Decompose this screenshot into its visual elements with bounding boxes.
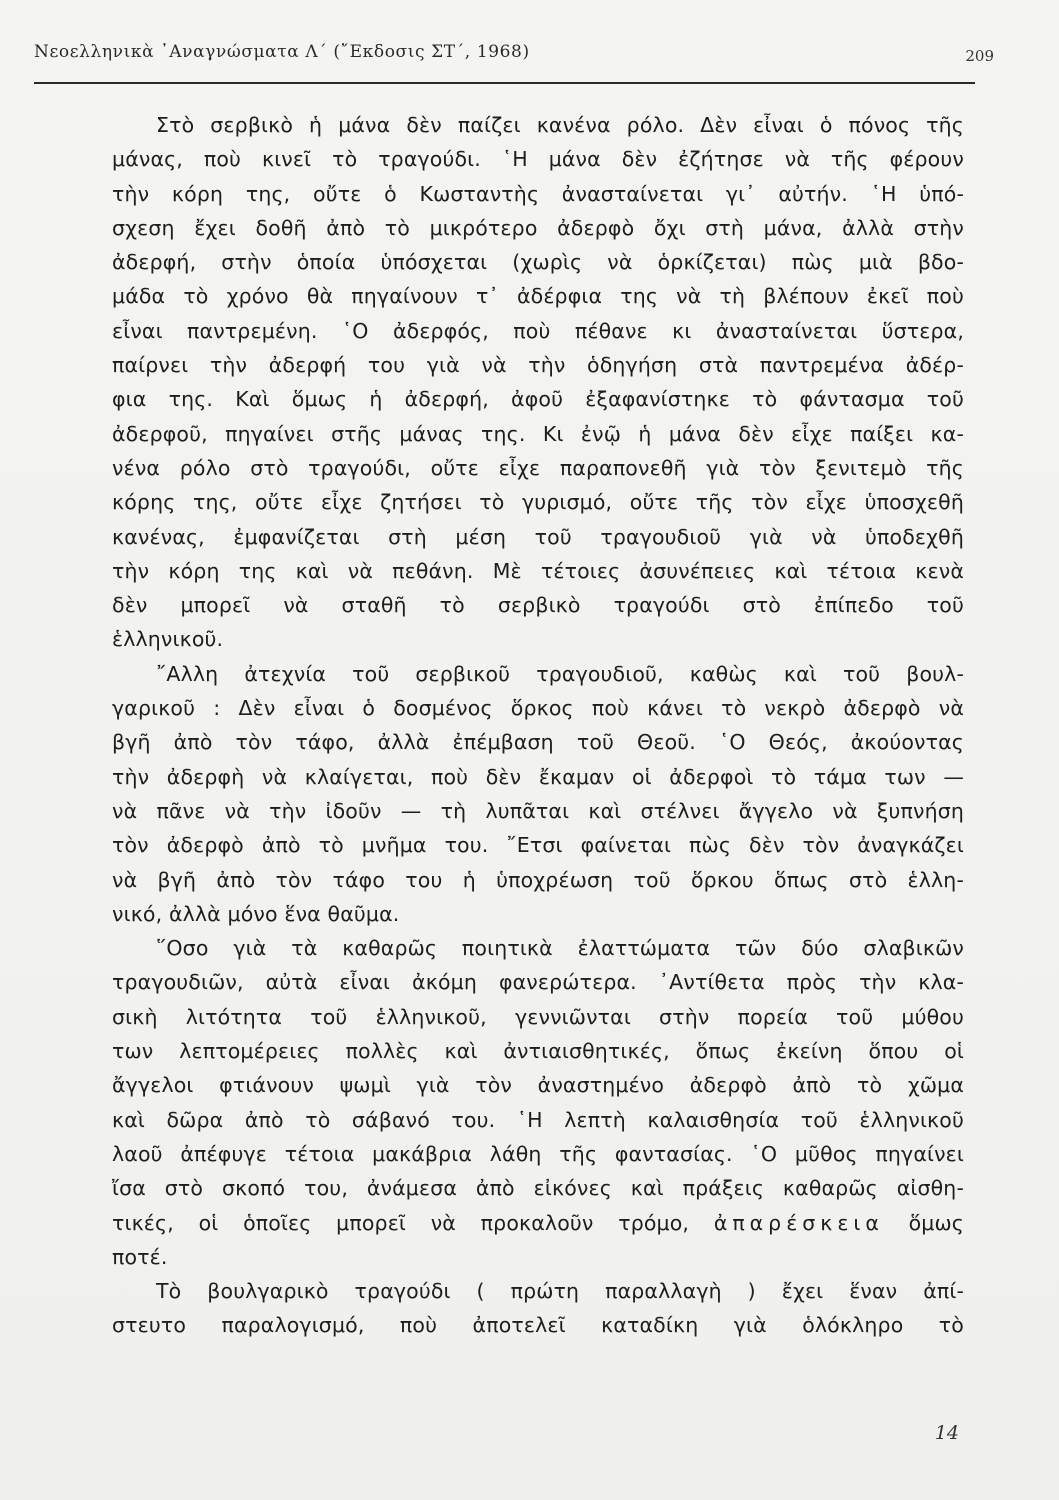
page-number: 209 <box>965 47 994 65</box>
text-line: Τὸ βουλγαρικὸ τραγούδι ( πρώτη παραλλαγὴ ) ἔχει ἕναν ἀπί- <box>156 1279 964 1304</box>
spaced-emphasis: ἀπαρέσκεια <box>713 1210 884 1235</box>
text-line-with-spaced-word <box>112 1206 964 1240</box>
text-line: τὸν ἀδερφὸ ἀπὸ τὸ μνῆμα του. ῎Ετσι φαίνεται πὼς δὲν τὸν ἀναγκάζει <box>112 833 964 858</box>
text-line: στευτο παραλογισμό, ποὺ ἀποτελεῖ καταδίκη γιὰ ὁλόκληρο τὸ <box>112 1313 964 1338</box>
text-line: καὶ δῶρα ἀπὸ τὸ σάβανό του. ῾Η λεπτὴ καλαισθησία τοῦ ἑλληνικοῦ <box>112 1107 964 1132</box>
text-line: νένα ρόλο στὸ τραγούδι, οὔτε εἶχε παραπονεθῆ γιὰ τὸν ξενιτεμὸ τῆς <box>112 455 964 480</box>
text-line: ἄγγελοι φτιάνουν ψωμὶ γιὰ τὸν ἀναστημένο ἀδερφὸ ἀπὸ τὸ χῶμα <box>112 1073 964 1098</box>
text-line: τραγουδιῶν, αὐτὰ εἶναι ἀκόμη φανερώτερα. ᾿Αντίθετα πρὸς τὴν κλα- <box>112 970 964 995</box>
text-line: ἀδερφοῦ, πηγαίνει στῆς μάνας της. Κι ἐνῷ ἡ μάνα δὲν εἶχε παίξει κα- <box>112 421 964 446</box>
text-line: σχεση ἔχει δοθῆ ἀπὸ τὸ μικρότερο ἀδερφὸ ὄχι στὴ μάνα, ἀλλὰ στὴν <box>112 215 964 240</box>
text-line: τὴν κόρη της καὶ νὰ πεθάνη. Μὲ τέτοιες ἀσυνέπειες καὶ τέτοια κενὰ <box>112 558 964 583</box>
line-start: τικές, οἱ ὁποῖες μπορεῖ νὰ προκαλοῦν τρόμο, <box>112 1210 690 1235</box>
text-line: τὴν ἀδερφὴ νὰ κλαίγεται, ποὺ δὲν ἔκαμαν οἱ ἀδερφοὶ τὸ τάμα των — <box>112 764 964 789</box>
text-line: τὴν κόρη της, οὔτε ὁ Κωσταντὴς ἀνασταίνεται γι᾿ αὐτήν. ῾Η ὑπό- <box>112 181 964 206</box>
text-line: γαρικοῦ : Δὲν εἶναι ὁ δοσμένος ὅρκος ποὺ κάνει τὸ νεκρὸ ἀδερφὸ νὰ <box>112 696 964 721</box>
text-line: φια της. Καὶ ὅμως ἡ ἀδερφή, ἀφοῦ ἐξαφανίστηκε τὸ φάντασμα τοῦ <box>112 387 964 412</box>
text-line: ῎Αλλη ἀτεχνία τοῦ σερβικοῦ τραγουδιοῦ, καθὼς καὶ τοῦ βουλ- <box>156 661 964 686</box>
text-line: νικό, ἀλλὰ μόνο ἕνα θαῦμα. <box>112 901 400 926</box>
text-line: ἴσα στὸ σκοπό του, ἀνάμεσα ἀπὸ εἰκόνες καὶ πράξεις καθαρῶς αἰσθη- <box>112 1176 964 1201</box>
text-line: ποτέ. <box>112 1244 168 1269</box>
running-head <box>34 38 1024 72</box>
text-line: λαοῦ ἀπέφυγε τέτοια μακάβρια λάθη τῆς φαντασίας. ῾Ο μῦθος πηγαίνει <box>112 1141 964 1166</box>
text-line: δὲν μπορεῖ νὰ σταθῆ τὸ σερβικὸ τραγούδι στὸ ἐπίπεδο τοῦ <box>112 593 964 618</box>
line-end: ὅμως <box>908 1210 964 1235</box>
text-line: παίρνει τὴν ἀδερφή του γιὰ νὰ τὴν ὁδηγήση στὰ παντρεμένα ἀδέρ- <box>112 353 964 378</box>
signature-mark: 14 <box>934 1422 959 1444</box>
header-rule <box>34 82 975 84</box>
text-line: ἀδερφή, στὴν ὁποία ὑπόσχεται (χωρὶς νὰ ὁρκίζεται) πὼς μιὰ βδο- <box>112 250 964 275</box>
text-line: σικὴ λιτότητα τοῦ ἑλληνικοῦ, γεννιῶνται στὴν πορεία τοῦ μύθου <box>112 1004 964 1029</box>
text-line: νὰ πᾶνε νὰ τὴν ἰδοῦν — τὴ λυπᾶται καὶ στέλνει ἄγγελο νὰ ξυπνήση <box>112 798 964 823</box>
text-line: νὰ βγῆ ἀπὸ τὸν τάφο του ἡ ὑποχρέωση τοῦ ὅρκου ὅπως στὸ ἑλλη- <box>112 867 964 892</box>
text-line: Στὸ σερβικὸ ἡ μάνα δὲν παίζει κανένα ρόλο. Δὲν εἶναι ὁ πόνος τῆς <box>156 113 964 137</box>
book-title: Νεοελληνικὰ ᾿Αναγνώσματα Λ΄ (῎Εκδοσις ΣΤ΄, 1968) <box>34 42 530 62</box>
text-line: ῞Οσο γιὰ τὰ καθαρῶς ποιητικὰ ἐλαττώματα τῶν δύο σλαβικῶν <box>156 936 964 961</box>
text-line: κανένας, ἐμφανίζεται στὴ μέση τοῦ τραγουδιοῦ γιὰ νὰ ὑποδεχθῆ <box>112 524 964 549</box>
text-line: κόρης της, οὔτε εἶχε ζητήσει τὸ γυρισμό, οὔτε τῆς τὸν εἶχε ὑποσχεθῆ <box>112 490 964 515</box>
text-line: ἑλληνικοῦ. <box>112 627 224 652</box>
text-line: βγῆ ἀπὸ τὸν τάφο, ἀλλὰ ἐπέμβαση τοῦ Θεοῦ. ῾Ο Θεός, ἀκούοντας <box>112 730 964 755</box>
text-line: μάνας, ποὺ κινεῖ τὸ τραγούδι. ῾Η μάνα δὲν ἐζήτησε νὰ τῆς φέρουν <box>112 147 964 172</box>
body-text <box>112 108 964 1343</box>
text-line: μάδα τὸ χρόνο θὰ πηγαίνουν τ᾿ ἀδέρφια της νὰ τὴ βλέπουν ἐκεῖ ποὺ <box>112 284 964 309</box>
text-line: των λεπτομέρειες πολλὲς καὶ ἀντιαισθητικές, ὅπως ἐκείνη ὅπου οἱ <box>112 1039 964 1064</box>
text-line: εἶναι παντρεμένη. ῾Ο ἀδερφός, ποὺ πέθανε κι ἀνασταίνεται ὕστερα, <box>112 318 964 343</box>
